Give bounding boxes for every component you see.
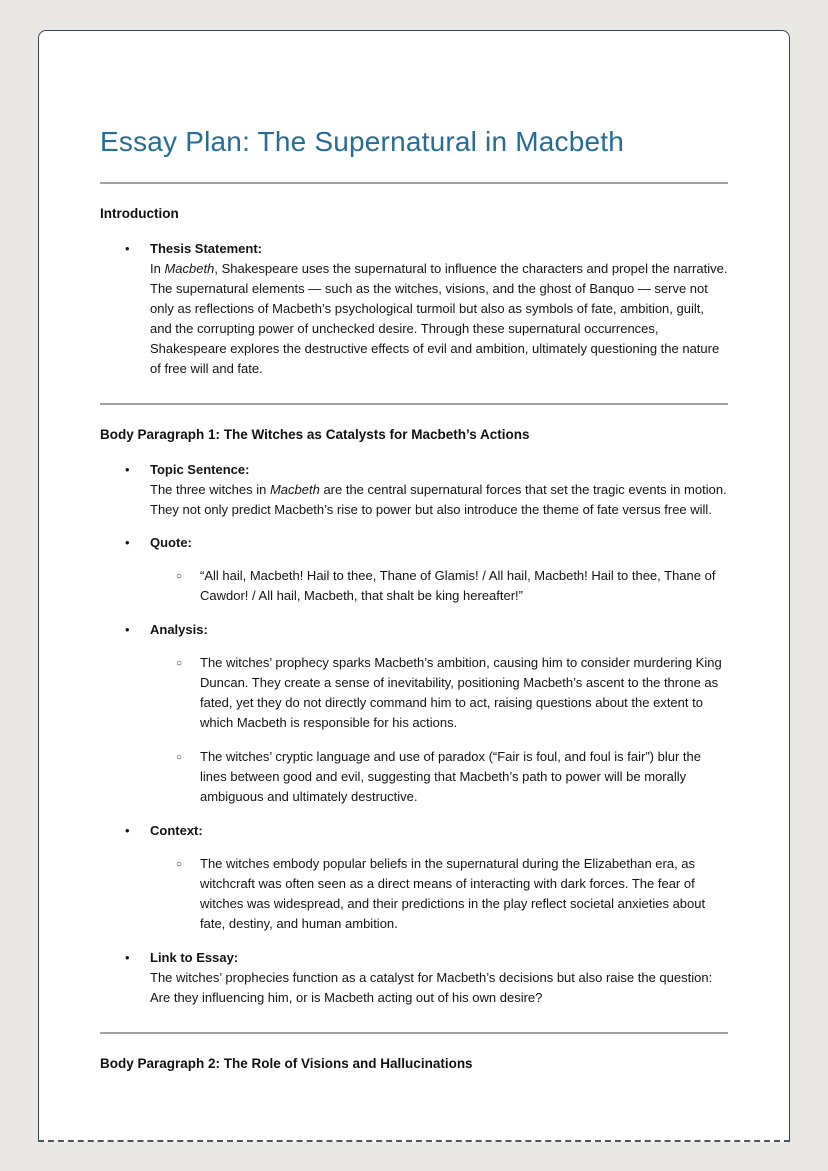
document-page [38,30,790,1142]
bullet-icon: • [125,535,130,550]
item-label: Thesis Statement: [150,241,262,256]
item-text: The witches’ prophecies function as a catalyst for Macbeth’s decisions but also raise the question: Are they influencing him, or is Macbeth acting out of his own desire? [150,970,713,1005]
circle-bullet-icon: ○ [176,752,183,763]
sub-list-item-analysis-1 [100,653,728,733]
circle-bullet-icon: ○ [176,859,183,870]
sub-list-item-analysis-2 [100,747,728,807]
page-title: Essay Plan: The Supernatural in Macbeth [100,126,625,157]
item-label: Quote: [150,535,192,550]
section-divider [100,182,728,184]
item-label: Topic Sentence: [150,462,250,477]
section-divider [100,403,728,405]
sub-list-item-context-1 [100,854,728,934]
list-item-thesis [100,239,728,379]
sub-item-text: The witches embody popular beliefs in the supernatural during the Elizabethan era, as witchcraft was often seen as a direct means of interacting with dark forces. The fear of witches was widespread, and their predictions in the play reflect societal anxieties about fate, destiny, and human ambition. [200,856,706,931]
bullet-icon: • [125,622,130,637]
item-label: Analysis: [150,622,208,637]
item-label: Link to Essay: [150,950,239,965]
bullet-icon: • [125,950,130,965]
item-label: Context: [150,823,203,838]
circle-bullet-icon: ○ [176,571,183,582]
section-heading-body-paragraph-1: Body Paragraph 1: The Witches as Catalysts for Macbeth’s Actions [100,427,530,442]
bullet-icon: • [125,823,130,838]
sub-item-text: “All hail, Macbeth! Hail to thee, Thane of Glamis! / All hail, Macbeth! Hail to thee, Thane of Cawdor! / All hail, Macbeth, that shalt be king hereafter!” [200,568,716,603]
section-heading-body-paragraph-2: Body Paragraph 2: The Role of Visions and Hallucinations [100,1056,473,1071]
sub-item-text: The witches’ prophecy sparks Macbeth’s ambition, causing him to consider murdering King Duncan. They create a sense of inevitability, positioning Macbeth’s ascent to the throne as fated, yet they do not directly command him to act, raising questions about the extent to which Macbeth is responsible for his actions. [200,655,722,730]
bullet-icon: • [125,462,130,477]
section-heading-introduction: Introduction [100,206,179,221]
list-item-quote [100,533,728,553]
circle-bullet-icon: ○ [176,658,183,669]
list-item-link-to-essay [100,948,728,1008]
sub-list-item-quote-text [100,566,728,606]
sub-item-text: The witches’ cryptic language and use of paradox (“Fair is foul, and foul is fair”) blur the lines between good and evil, suggesting that Macbeth’s path to power will be morally ambiguous and ultimately destructive. [200,749,701,804]
item-text: In Macbeth, Shakespeare uses the supernatural to influence the characters and propel the narrative. The supernatural elements — such as the witches, visions, and the ghost of Banquo — serve not only as reflections of Macbeth’s psychological turmoil but also as symbols of fate, ambition, guilt, and the corrupting power of unchecked desire. Through these supernatural occurrences, Shakespeare explores the destructive effects of evil and ambition, ultimately questioning the nature of free will and fate. [150,261,728,376]
list-item-analysis [100,620,728,640]
section-divider [100,1032,728,1034]
list-item-context [100,821,728,841]
bullet-icon: • [125,241,130,256]
list-item-topic-sentence [100,460,728,520]
item-text: The three witches in Macbeth are the central supernatural forces that set the tragic events in motion. They not only predict Macbeth’s rise to power but also introduce the theme of fate versus free will. [150,482,727,517]
